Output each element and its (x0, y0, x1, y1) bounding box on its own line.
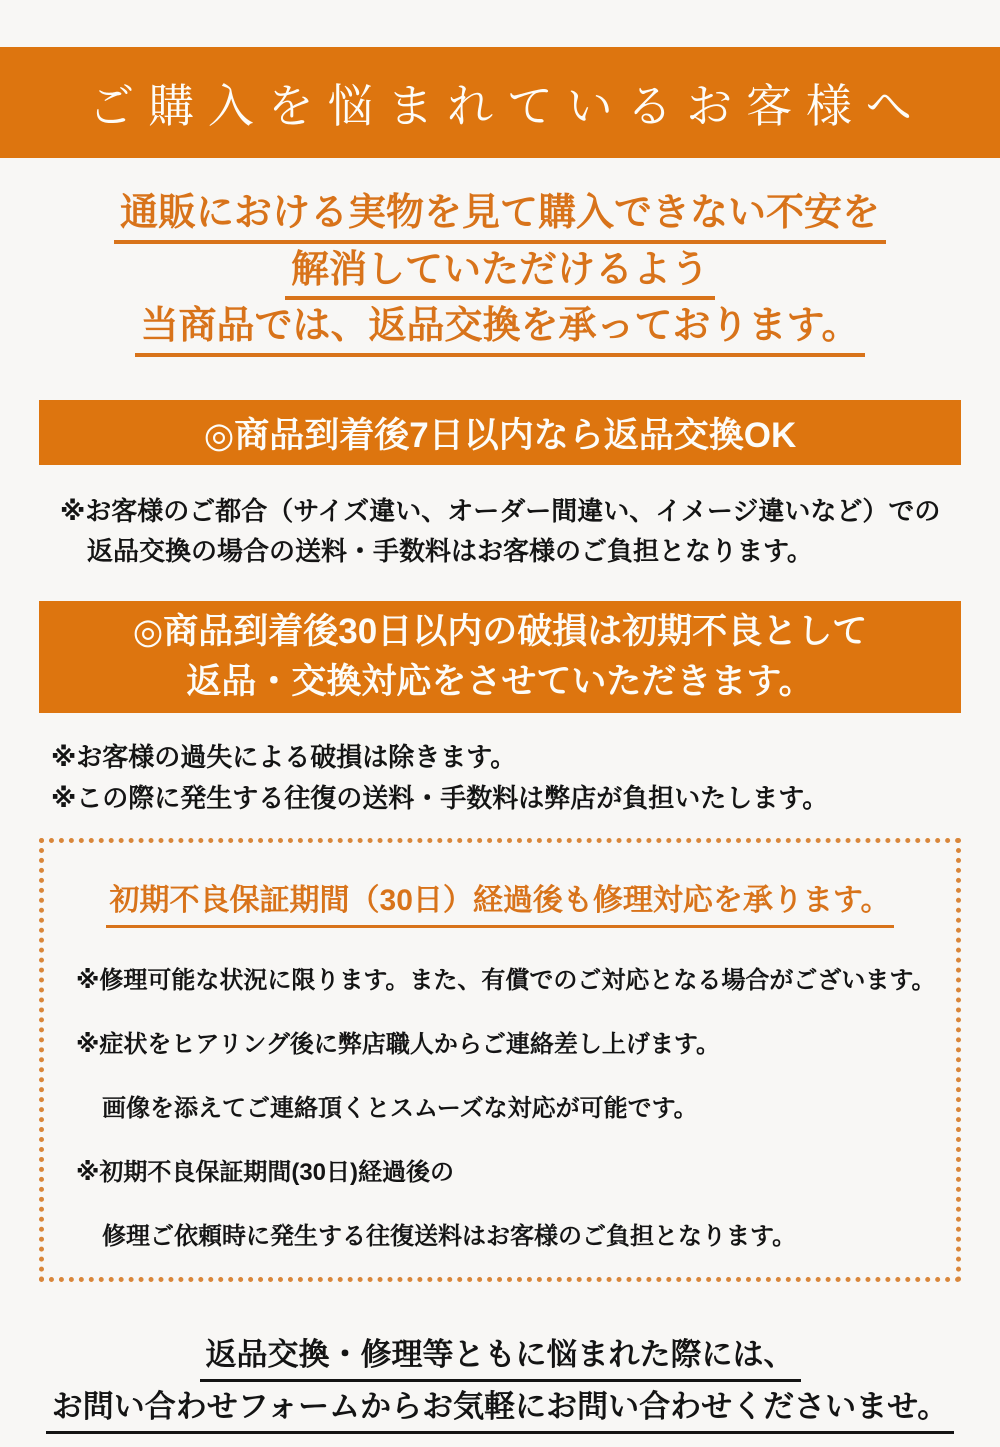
page-title: ご購入を悩まれているお客様へ (88, 80, 926, 132)
note-line: ※お客様の過失による破損は除きます。 (51, 741, 517, 772)
banner-30day-line: 返品・交換対応をさせていただきます。 (186, 661, 814, 701)
repair-note-line: ※初期不良保証期間(30日)経過後の (76, 1158, 455, 1186)
banner-30day-defect (39, 601, 961, 713)
note-line: ※この際に発生する往復の送料・手数料は弊店が負担いたします。 (51, 783, 829, 814)
banner-30day-line: ◎商品到着後30日以内の破損は初期不良として (132, 611, 868, 651)
note-line: 返品交換の場合の送料・手数料はお客様のご負担となります。 (87, 536, 813, 567)
intro-line: 通販における実物を見て購入できない不安を (114, 192, 886, 244)
intro-line: 解消していただけるよう (285, 249, 715, 301)
note-7day-return (18, 491, 982, 572)
repair-box-heading: 初期不良保証期間（30日）経過後も修理対応を承ります。 (106, 875, 895, 928)
intro-line: 当商品では、返品交換を承っております。 (135, 305, 866, 357)
repair-note-line: ※症状をヒアリング後に弊店職人からご連絡差し上げます。 (76, 1030, 720, 1058)
contact-prompt-line: 返品交換・修理等ともに悩まれた際には、 (200, 1336, 801, 1382)
repair-box-notes (44, 960, 956, 1251)
note-line: ※お客様のご都合（サイズ違い、オーダー間違い、イメージ違いなど）での (60, 496, 941, 527)
note-30day-defect (27, 737, 973, 820)
contact-prompt-line: お問い合わせフォームからお気軽にお問い合わせくださいませ。 (46, 1388, 955, 1434)
repair-note-line: ※修理可能な状況に限ります。また、有償でのご対応となる場合がございます。 (76, 966, 936, 994)
banner-7day-text: ◎商品到着後7日以内なら返品交換OK (203, 415, 797, 455)
repair-note-line: 画像を添えてご連絡頂くとスムーズな対応が可能です。 (102, 1094, 698, 1122)
repair-guarantee-box (39, 838, 961, 1282)
header-banner (0, 47, 1000, 158)
contact-prompt (0, 1336, 1000, 1440)
intro-statement (0, 192, 1000, 362)
banner-7day-return (39, 400, 961, 465)
repair-note-line: 修理ご依頼時に発生する往復送料はお客様のご負担となります。 (102, 1222, 797, 1250)
